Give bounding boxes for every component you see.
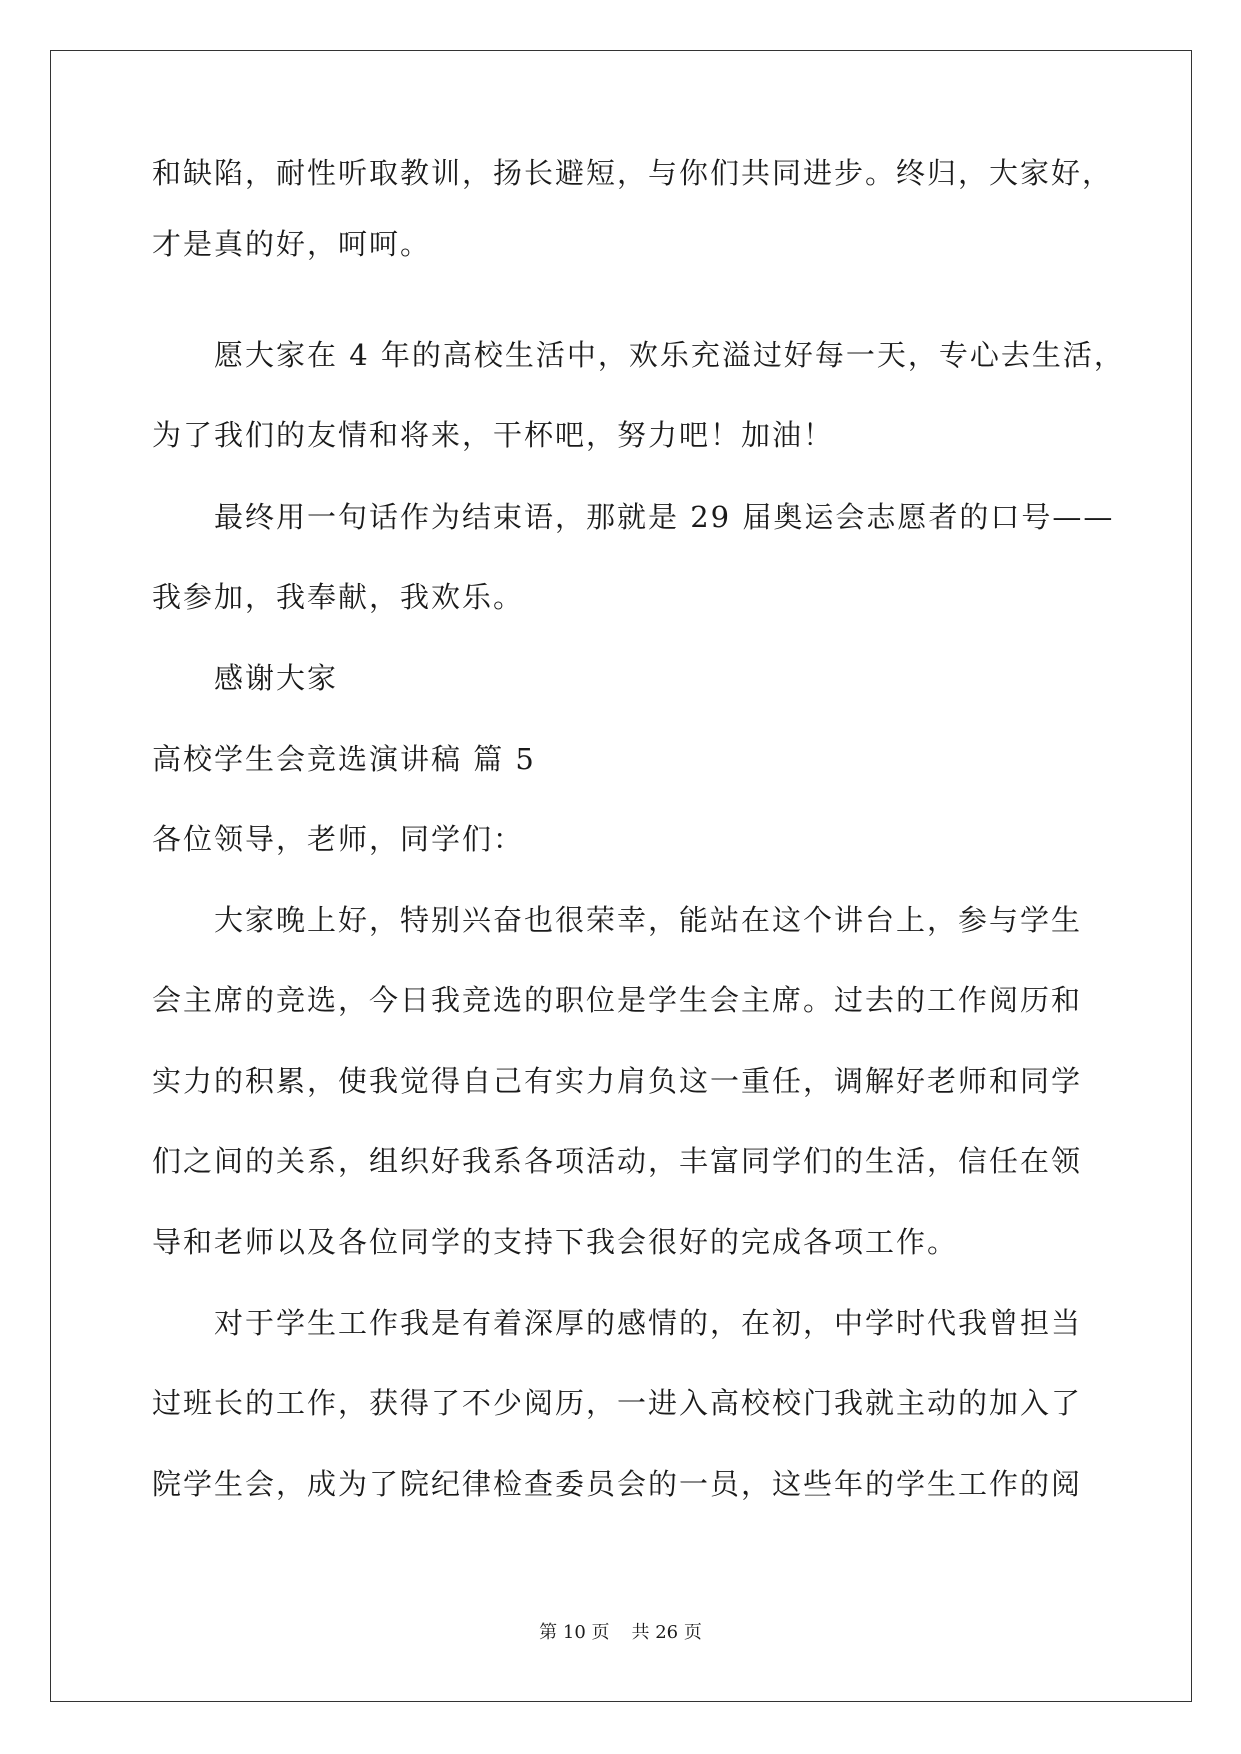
text-line: 导和老师以及各位同学的支持下我会很好的完成各项工作。 <box>152 1225 959 1259</box>
salutation: 各位领导，老师，同学们： <box>152 822 525 856</box>
text-line: 为了我们的友情和将来，干杯吧，努力吧！加油！ <box>152 418 835 452</box>
paragraph-start: 愿大家在 4 年的高校生活中，欢乐充溢过好每一天，专心去生活， <box>214 338 1125 372</box>
text-line: 我参加，我奉献，我欢乐。 <box>152 580 525 614</box>
paragraph-start: 大家晚上好，特别兴奋也很荣幸，能站在这个讲台上，参与学生 <box>214 903 1083 937</box>
text-line: 实力的积累，使我觉得自己有实力肩负这一重任，调解好老师和同学 <box>152 1064 1083 1098</box>
text-line: 们之间的关系，组织好我系各项活动，丰富同学们的生活，信任在领 <box>152 1144 1083 1178</box>
page-border <box>50 50 1192 1702</box>
text-line: 才是真的好，呵呵。 <box>152 227 432 261</box>
section-heading: 高校学生会竞选演讲稿 篇 5 <box>152 742 536 776</box>
page-footer <box>0 1621 1241 1645</box>
text-line: 过班长的工作，获得了不少阅历，一进入高校校门我就主动的加入了 <box>152 1386 1083 1420</box>
text-line: 和缺陷，耐性听取教训，扬长避短，与你们共同进步。终归，大家好， <box>152 156 1114 190</box>
page-number: 第 10 页 <box>539 1622 610 1643</box>
paragraph-start: 最终用一句话作为结束语，那就是 29 届奥运会志愿者的口号—— <box>214 500 1115 534</box>
text-line: 会主席的竞选，今日我竞选的职位是学生会主席。过去的工作阅历和 <box>152 983 1083 1017</box>
page-total: 共 26 页 <box>631 1622 702 1643</box>
closing-line: 感谢大家 <box>214 661 339 695</box>
text-line: 院学生会，成为了院纪律检查委员会的一员，这些年的学生工作的阅 <box>152 1467 1083 1501</box>
paragraph-start: 对于学生工作我是有着深厚的感情的，在初，中学时代我曾担当 <box>214 1306 1083 1340</box>
